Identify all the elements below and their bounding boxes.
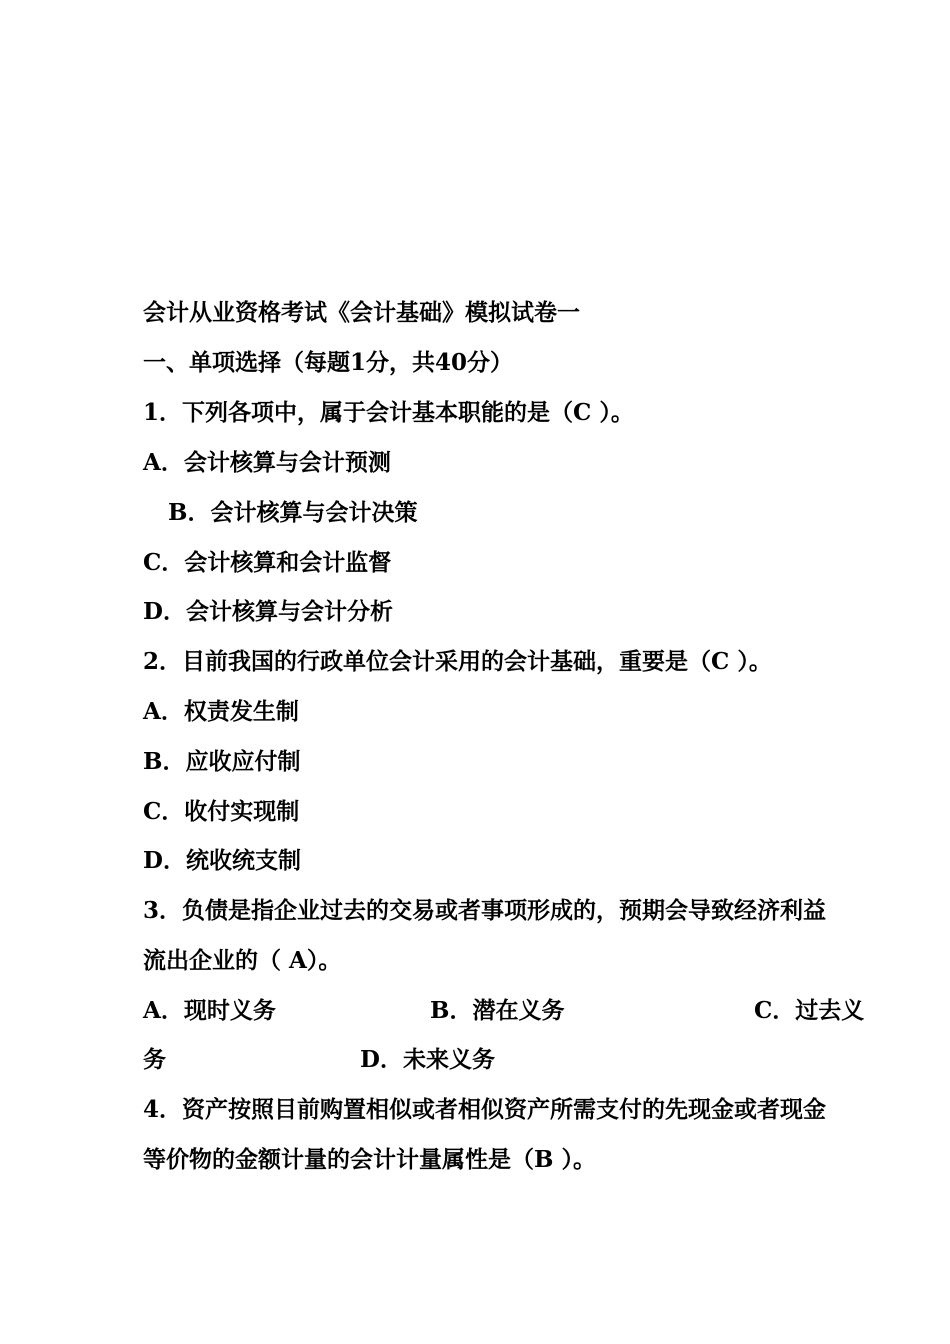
question-3-stem-line2: 流出企业的（ A）。 — [143, 947, 342, 974]
question-3-option-d: D．未来义务 — [360, 1046, 495, 1073]
question-1-option-d: D．会计核算与会计分析 — [143, 598, 393, 625]
question-1-option-a: A．会计核算与会计预测 — [143, 449, 391, 476]
question-1-option-c: C．会计核算和会计监督 — [143, 549, 392, 576]
question-4-stem-line1: 4．资产按照目前购置相似或者相似资产所需支付的先现金或者现金 — [143, 1096, 827, 1123]
document-title: 会计从业资格考试《会计基础》模拟试卷一 — [143, 299, 580, 326]
section-heading: 一、单项选择（每题1分，共40分） — [143, 349, 514, 376]
question-3-option-a: A．现时义务 — [143, 997, 276, 1024]
question-3-option-c-part2: 务 — [143, 1046, 166, 1073]
question-1-option-b: B．会计核算与会计决策 — [168, 499, 418, 526]
question-2-option-c: C．收付实现制 — [143, 798, 300, 825]
question-4-stem-line2: 等价物的金额计量的会计计量属性是（B ）。 — [143, 1146, 596, 1173]
question-2-option-d: D．统收统支制 — [143, 847, 301, 874]
question-1-stem: 1．下列各项中，属于会计基本职能的是（C ）。 — [143, 399, 634, 426]
question-2-stem: 2．目前我国的行政单位会计采用的会计基础，重要是（C ）。 — [143, 648, 772, 675]
question-3-stem-line1: 3．负债是指企业过去的交易或者事项形成的，预期会导致经济利益 — [143, 897, 827, 924]
question-3-option-c-part1: C．过去义 — [754, 997, 865, 1024]
question-2-option-b: B．应收应付制 — [143, 748, 301, 775]
question-3-option-b: B．潜在义务 — [430, 997, 565, 1024]
question-2-option-a: A．权责发生制 — [143, 698, 299, 725]
